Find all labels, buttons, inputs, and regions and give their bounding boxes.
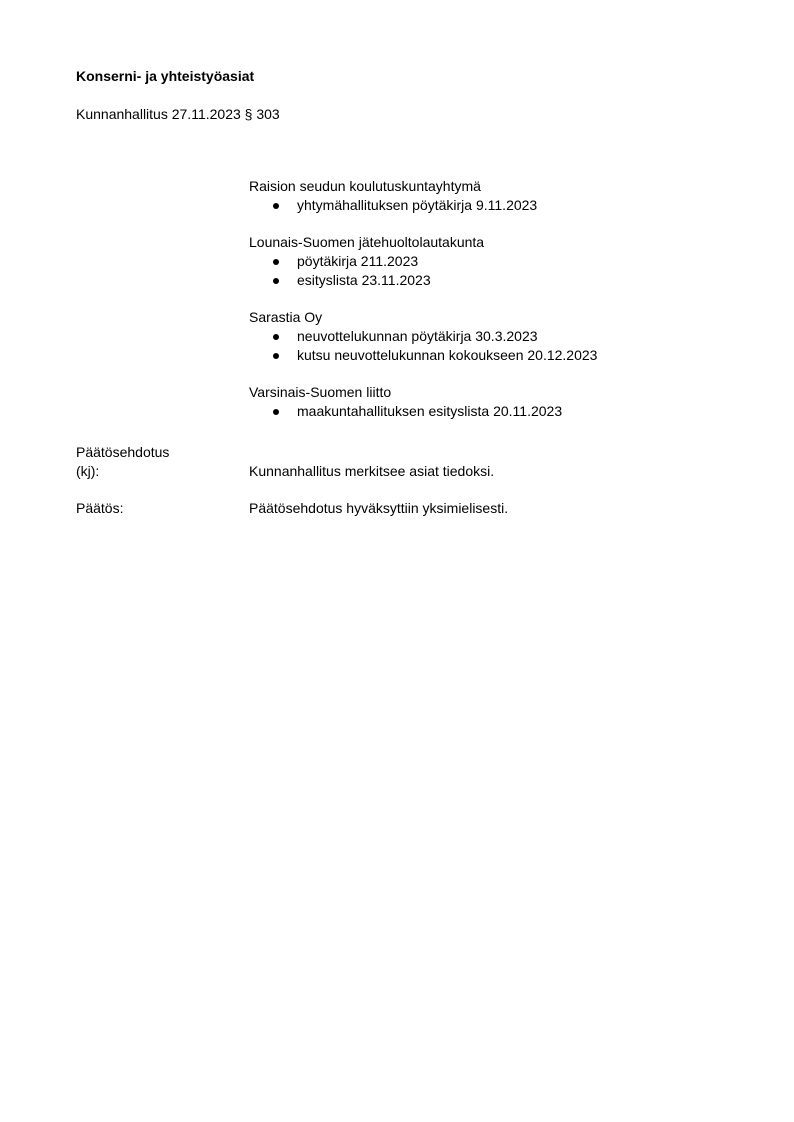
bullet-icon xyxy=(273,278,279,284)
proposal-label-line1: Päätösehdotus xyxy=(76,444,170,460)
bullet-icon xyxy=(273,259,279,265)
section-items xyxy=(249,327,749,365)
section-title: Raision seudun koulutuskuntayhtymä xyxy=(249,178,481,194)
section-items xyxy=(249,252,749,290)
proposal-text: Kunnanhallitus merkitsee asiat tiedoksi. xyxy=(249,463,495,479)
list-item xyxy=(249,327,749,346)
meeting-reference: Kunnanhallitus 27.11.2023 § 303 xyxy=(76,106,280,122)
section-items xyxy=(249,196,749,215)
list-item xyxy=(249,271,749,290)
list-item xyxy=(249,196,749,215)
list-item-text: maakuntahallituksen esityslista 20.11.2023 xyxy=(297,403,563,419)
list-item-text: pöytäkirja 211.2023 xyxy=(297,253,419,269)
list-item-text: kutsu neuvottelukunnan kokoukseen 20.12.2023 xyxy=(297,347,598,363)
section-title: Varsinais-Suomen liitto xyxy=(249,384,392,400)
section-varsinais-suomi xyxy=(249,383,749,421)
list-item-text: esityslista 23.11.2023 xyxy=(297,272,431,288)
section-sarastia xyxy=(249,308,749,365)
section-title: Lounais-Suomen jätehuoltolautakunta xyxy=(249,234,485,250)
list-item xyxy=(249,252,749,271)
proposal-label-line2: (kj): xyxy=(76,463,100,479)
section-title: Sarastia Oy xyxy=(249,309,323,325)
section-items xyxy=(249,402,749,421)
attachments-list xyxy=(249,177,749,439)
section-raisio xyxy=(249,177,749,215)
bullet-icon xyxy=(273,334,279,340)
list-item-text: yhtymähallituksen pöytäkirja 9.11.2023 xyxy=(297,197,538,213)
list-item-text: neuvottelukunnan pöytäkirja 30.3.2023 xyxy=(297,328,538,344)
list-item xyxy=(249,346,749,365)
document-title: Konserni- ja yhteistyöasiat xyxy=(76,68,255,84)
section-lounais-suomi xyxy=(249,233,749,290)
bullet-icon xyxy=(273,409,279,415)
bullet-icon xyxy=(273,203,279,209)
decision-text: Päätösehdotus hyväksyttiin yksimielisesti. xyxy=(249,500,509,516)
bullet-icon xyxy=(273,353,279,359)
decision-label: Päätös: xyxy=(76,500,124,516)
list-item xyxy=(249,402,749,421)
